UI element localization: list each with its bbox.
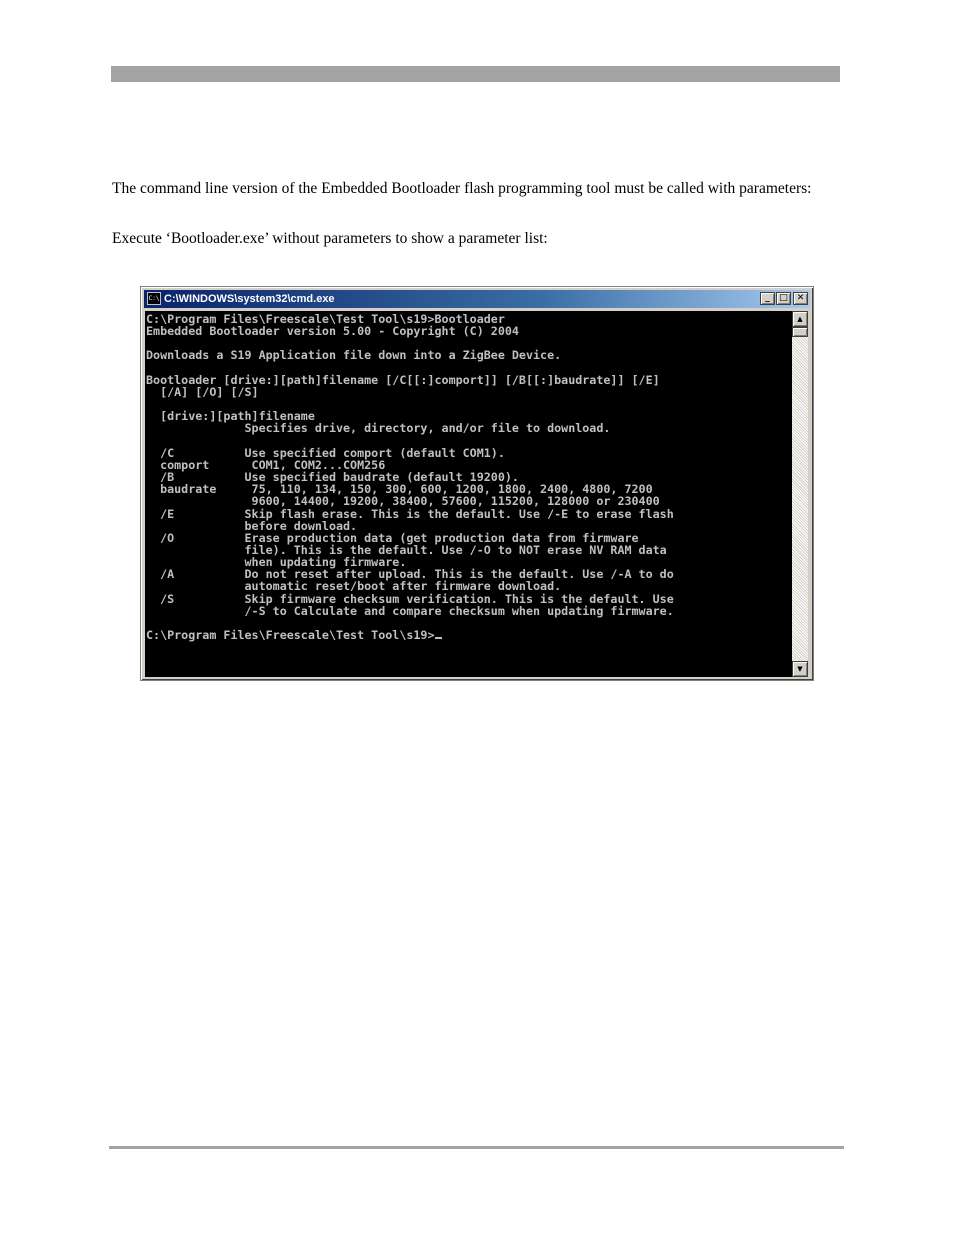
window-title: C:\WINDOWS\system32\cmd.exe [164,293,335,305]
cmd-window [140,286,814,681]
scroll-up-button[interactable]: ▲ [792,311,808,327]
console-output[interactable] [145,311,792,677]
console-line: /-S to Calculate and compare checksum when updating firmware. [244,603,674,618]
console-line: Bootloader [drive:][path]filename [/C[[:]comport]] [/B[[:]baudrate]] [/E] [146,372,660,387]
maximize-button[interactable]: □ [776,292,791,305]
console-line: 9600, 14400, 19200, 38400, 57600, 115200, 128000 or 230400 [251,494,660,509]
scroll-down-button[interactable]: ▼ [792,661,808,677]
minimize-button[interactable]: _ [760,292,775,305]
console-line: automatic reset/boot after firmware download. [244,579,562,594]
console-line: when updating firmware. [244,555,407,570]
console-line: before download. [244,518,358,533]
console-line: file). This is the default. Use /-O to NOT erase NV RAM data [244,542,667,557]
vertical-scrollbar[interactable] [792,311,808,677]
console-line: Embedded Bootloader version 5.00 - Copyright (C) 2004 [146,324,519,339]
cmd-icon[interactable]: C:\ [147,292,161,305]
console-text [145,311,792,641]
console-line: /S Skip firmware checksum verification. This is the default. Use [160,591,674,606]
console-line: Specifies drive, directory, and/or file to download. [244,421,611,436]
console-line: /C Use specified comport (default COM1). [160,445,505,460]
title-bar[interactable] [144,290,810,308]
console-line: /E Skip flash erase. This is the default. Use /-E to erase flash [160,506,674,521]
console-line: /O Erase production data (get production data from firmware [160,530,639,545]
console-line: [/A] [/O] [/S] [160,384,259,399]
text-cursor [435,637,442,639]
header-rule [111,66,840,82]
console-prompt: C:\Program Files\Freescale\Test Tool\s19> [146,628,435,643]
intro-paragraph: The command line version of the Embedded Bootloader flash programming tool must be called with parameters: [112,180,812,197]
console-line: baudrate 75, 110, 134, 150, 300, 600, 1200, 1800, 2400, 4800, 7200 [160,482,653,497]
instruction-paragraph: Execute ‘Bootloader.exe’ without parameters to show a parameter list: [112,230,548,247]
console-line: comport COM1, COM2...COM256 [160,457,386,472]
scroll-thumb[interactable] [792,327,808,337]
console-line: Downloads a S19 Application file down into a ZigBee Device. [146,348,562,363]
console-lines [146,312,674,618]
console-line: /A Do not reset after upload. This is the default. Use /-A to do [160,567,674,582]
close-button[interactable]: ✕ [793,292,808,305]
console-line: /B Use specified baudrate (default 19200). [160,470,519,485]
console-line: [drive:][path]filename [160,409,315,424]
footer-rule [109,1146,844,1149]
console-line: C:\Program Files\Freescale\Test Tool\s19>Bootloader [146,312,505,326]
